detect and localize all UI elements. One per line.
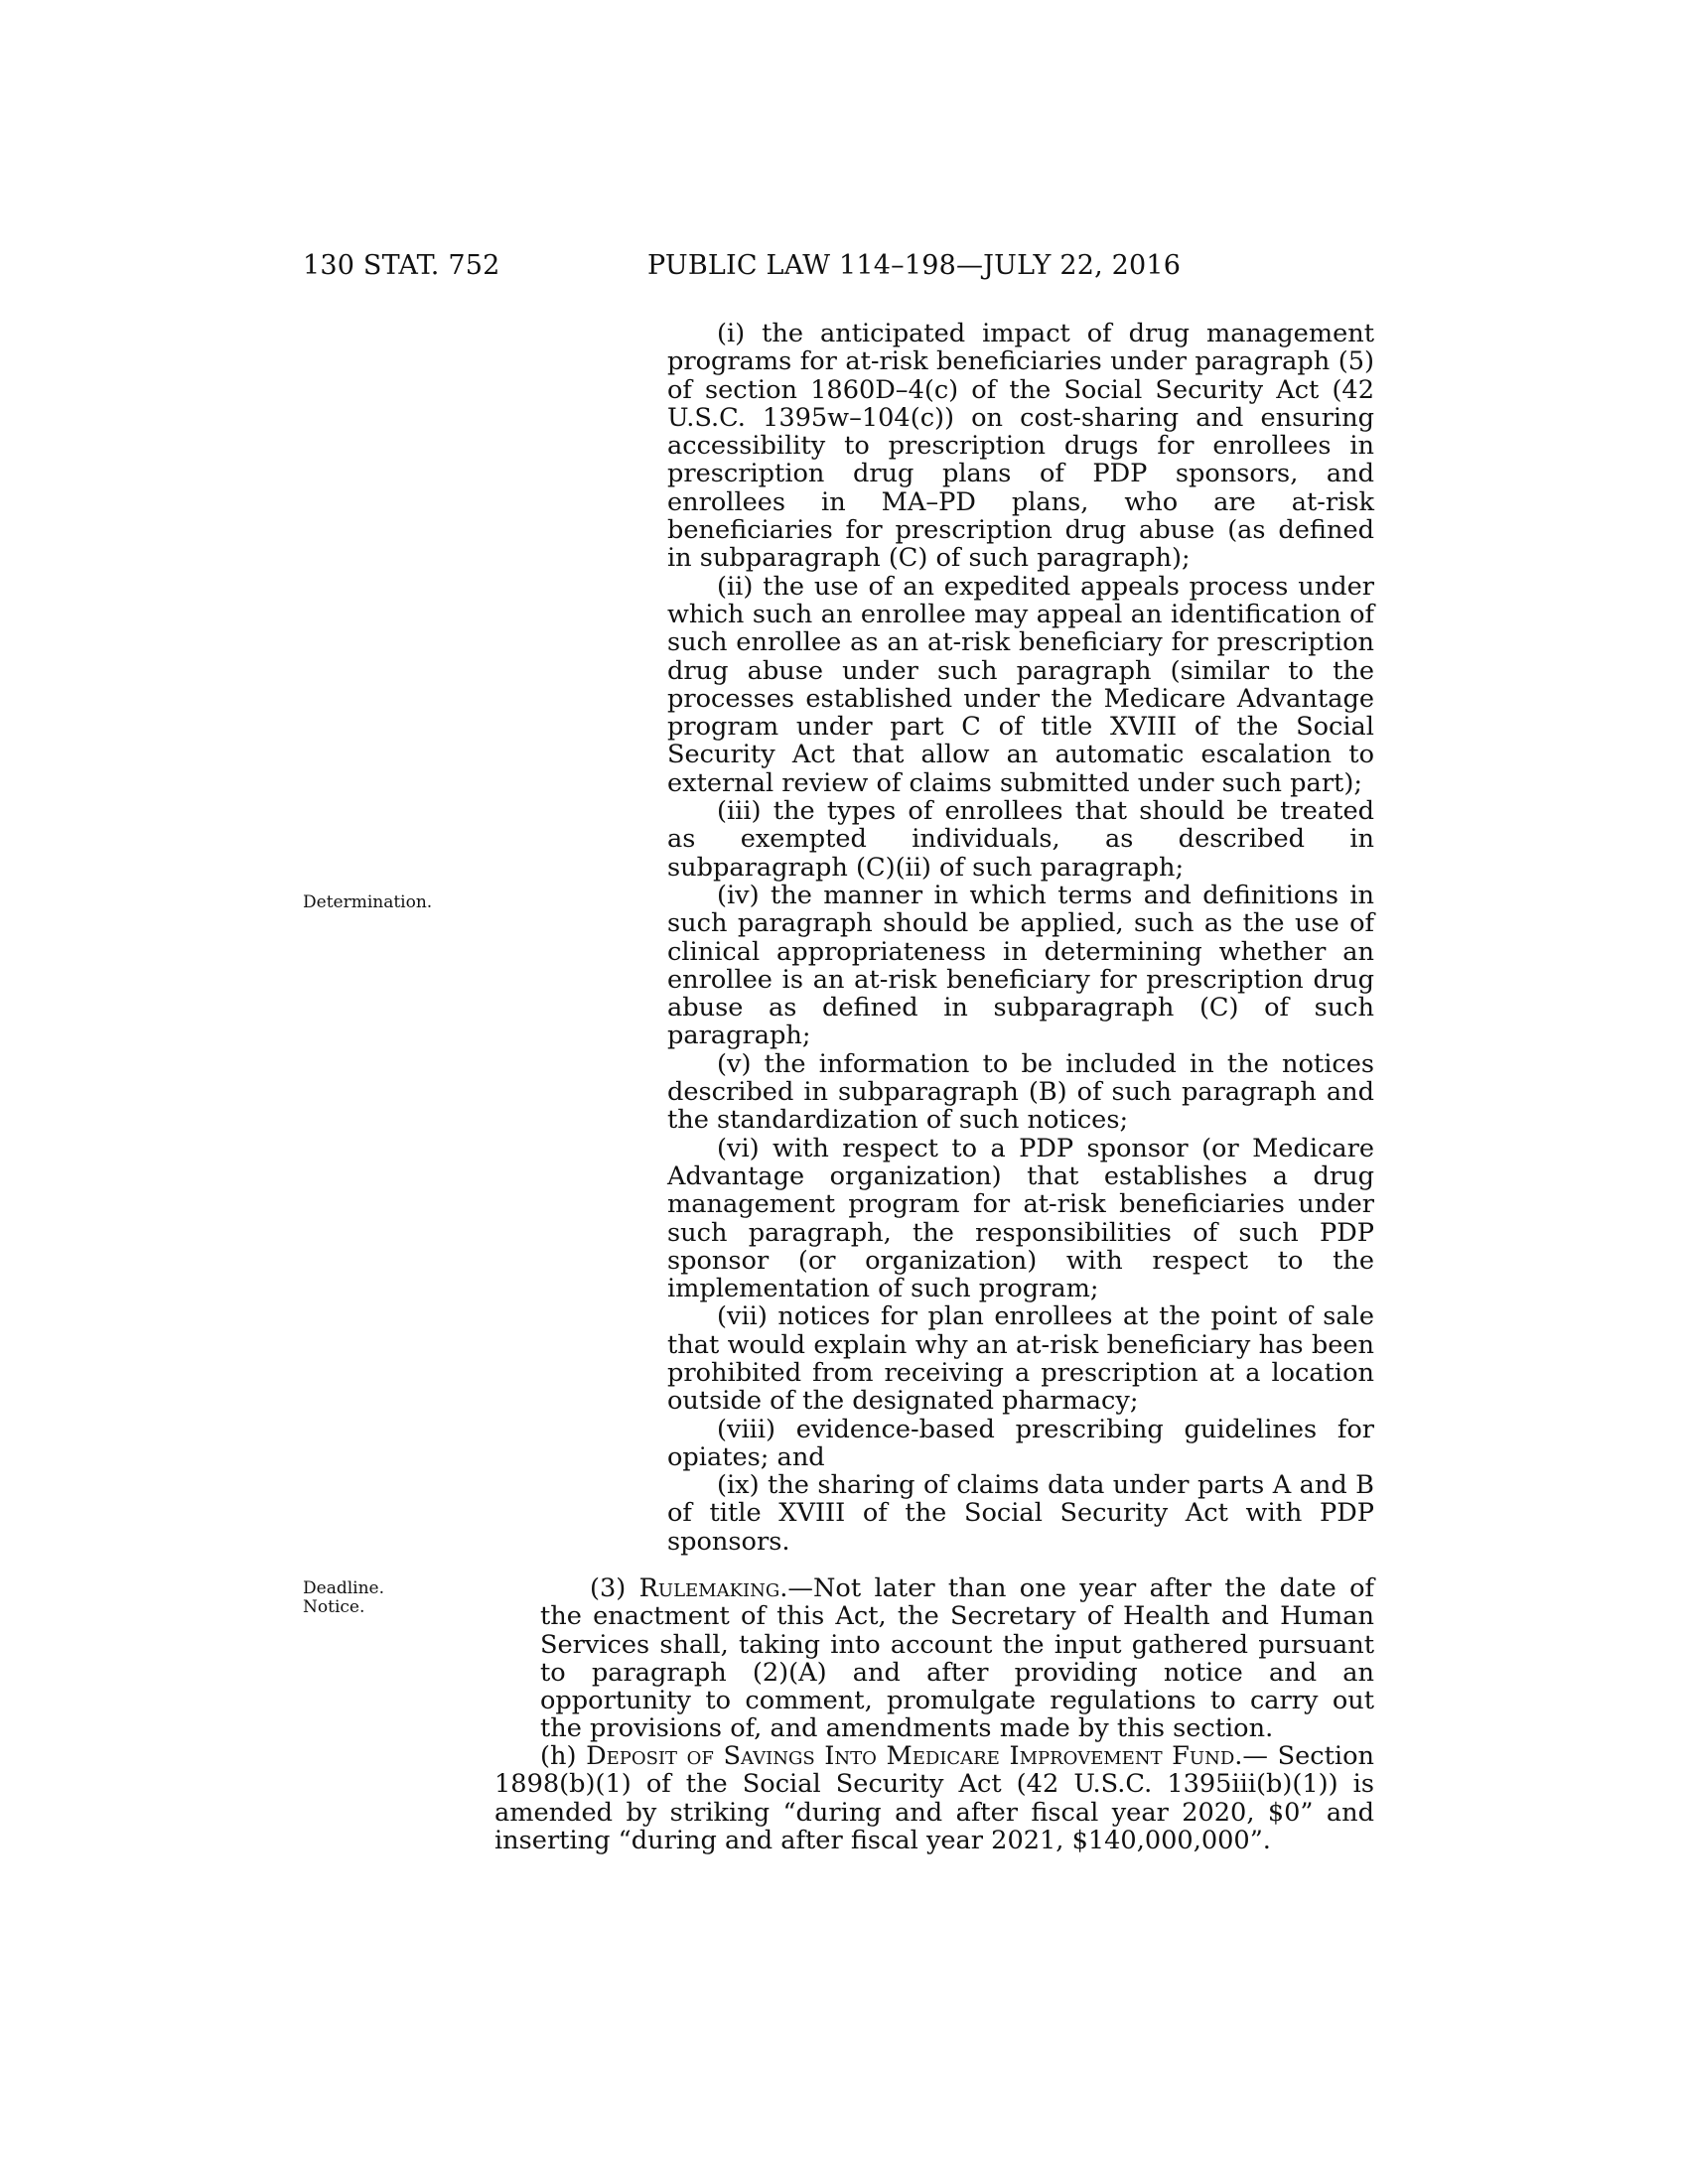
clause-viii: (viii) evidence-based prescribing guidelines for opiates; and (667, 1414, 1374, 1472)
clause-iii: (iii) the types of enrollees that should be treated as exempted individuals, as described in subparagraph (C)(ii) of such paragraph; (667, 796, 1374, 883)
margin-note-deadline: Deadline. (303, 1578, 384, 1598)
clause-vii: (vii) notices for plan enrollees at the point of sale that would explain why an at-risk beneficiary has been prohibited from receiving a prescription at a location outside of the designated pharmacy; (667, 1301, 1374, 1417)
clause-ix: (ix) the sharing of claims data under parts A and B of title XVIII of the Social Security Act with PDP sponsors. (667, 1470, 1374, 1557)
margin-note-determination-text: Determination. (303, 892, 433, 912)
subsection-h: (h) Deposit of Savings Into Medicare Improvement Fund.— Section 1898(b)(1) of the Social Security Act (42 U.S.C. 1395iii(b)(1)) is amended by striking “during and after fiscal year 2020, $0” and inserting “during and after fiscal year 2021, $140,000,000”. (494, 1741, 1375, 1855)
subsection-h-text: Section 1898(b)(1) of the Social Security Act (42 U.S.C. 1395iii(b)(1)) is amended by striking “during and after fiscal year 2020, $0” and inserting “during and after fiscal year 2021, $140,000,000”. (494, 1741, 1375, 1855)
clause-list (667, 320, 1374, 1556)
paragraph-3-rulemaking: (3) Rulemaking.—Not later than one year after the date of the enactment of this Act, the Secretary of Health and Human Services shall, taking into account the input gathered pursuant to paragraph (2)(A) and after providing notice and an opportunity to comment, promulgate regulations to carry out the provisions of, and amendments made by this section. (540, 1573, 1374, 1744)
paragraph-3-number: (3) (590, 1573, 627, 1603)
clause-vi: (vi) with respect to a PDP sponsor (or Medicare Advantage organization) that establishes a drug management program for at-risk beneficiaries under such paragraph, the responsibilities of such PDP sponsor (or organization) with respect to the implementation of such program; (667, 1133, 1374, 1304)
clause-iv: (iv) the manner in which terms and definitions in such paragraph should be applied, such as the use of clinical appropriateness in determining whether an enrollee is an at-risk beneficiary for prescription drug abuse as defined in subparagraph (C) of such paragraph; (667, 880, 1374, 1051)
page-number: 130 STAT. 752 (303, 250, 500, 281)
clause-v: (v) the information to be included in the notices described in subparagraph (B) of such paragraph and the standardization of such notices; (667, 1048, 1374, 1136)
running-head: PUBLIC LAW 114–198—JULY 22, 2016 (647, 250, 1182, 281)
subsection-h-heading: Deposit of Savings Into Medicare Improvement Fund. (586, 1741, 1243, 1771)
paragraph-3-heading: Rulemaking. (638, 1573, 788, 1603)
paragraph-3-text: Not later than one year after the date of the enactment of this Act, the Secretary of Health and Human Services shall, taking into account the input gathered pursuant to paragraph (2)(A) and after providing notice and an opportunity to comment, promulgate regulations to carry out the provisions of, and amendments made by this section. (540, 1573, 1374, 1744)
subsection-h-number: (h) (540, 1741, 577, 1771)
margin-note-determination (303, 893, 492, 912)
clause-ii: (ii) the use of an expedited appeals process under which such an enrollee may appeal an identification of such enrollee as an at-risk beneficiary for prescription drug abuse under such paragraph (similar to the processes established under the Medicare Advantage program under part C of title XVIII of the Social Security Act that allow an automatic escalation to external review of claims submitted under such part); (667, 571, 1374, 798)
margin-note-deadline-notice (303, 1579, 492, 1617)
clause-i: (i) the anticipated impact of drug management programs for at-risk beneficiaries under paragraph (5) of section 1860D–4(c) of the Social Security Act (42 U.S.C. 1395w–104(c)) on cost-sharing and ensuring accessibility to prescription drugs for enrollees in prescription drug plans of PDP sponsors, and enrollees in MA–PD plans, who are at-risk beneficiaries for prescription drug abuse (as defined in subparagraph (C) of such paragraph); (667, 319, 1374, 574)
margin-note-notice: Notice. (303, 1597, 365, 1617)
